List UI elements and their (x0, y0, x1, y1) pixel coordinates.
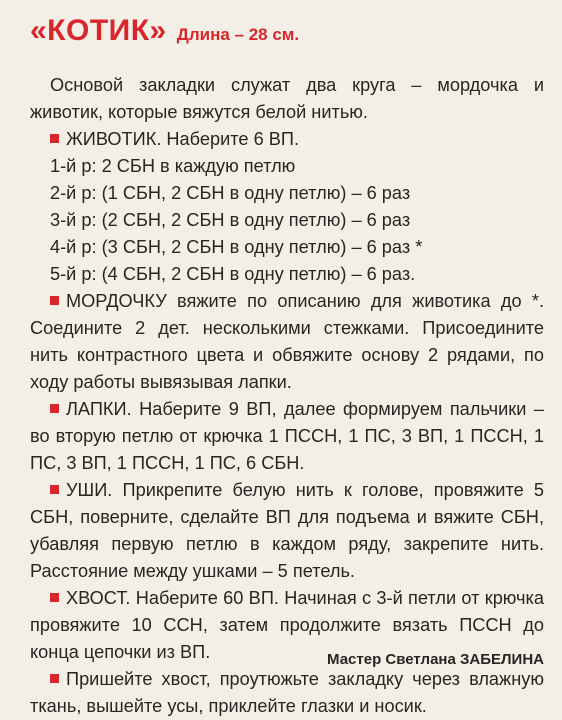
belly-heading-text: ЖИВОТИК. Наберите 6 ВП. (66, 129, 299, 149)
belly-row-3: 3-й р: (2 СБН, 2 СБН в одну петлю) – 6 раз (50, 210, 411, 230)
intro-paragraph: Основой закладки служат два круга – мордочка и животик, которые вяжутся белой нитью. (30, 75, 544, 122)
face-text: МОРДОЧКУ вяжите по описанию для животика до *. Соедините 2 дет. несколькими стежками. Присоедините нить контрастного цвета и обвяжите основу 2 рядами, по ходу работы вывязывая лапки. (30, 291, 544, 392)
face-paragraph (30, 288, 544, 396)
paws-text: ЛАПКИ. Наберите 9 ВП, далее формируем пальчики – во вторую петлю от крючка 1 ПССН, 1 ПС, 3 ВП, 1 ПССН, 1 ПС, 3 ВП, 1 ПССН, 1 ПС, 6 СБН. (30, 399, 544, 473)
author-signature: Мастер Светлана ЗАБЕЛИНА (327, 651, 544, 668)
ears-paragraph (30, 477, 544, 585)
instructions (30, 72, 544, 720)
square-bullet-icon (50, 296, 59, 305)
tail-text: ХВОСТ. Наберите 60 ВП. Начиная с 3-й петли от крючка провяжите 10 ССН, затем продолжите вязать ПССН до конца цепочки из ВП. (30, 588, 544, 662)
square-bullet-icon (50, 674, 59, 683)
belly-row-4: 4-й р: (3 СБН, 2 СБН в одну петлю) – 6 раз * (50, 237, 423, 257)
finish-paragraph (30, 666, 544, 720)
belly-row-2: 2-й р: (1 СБН, 2 СБН в одну петлю) – 6 раз (50, 183, 411, 203)
belly-row-5: 5-й р: (4 СБН, 2 СБН в одну петлю) – 6 раз. (50, 264, 416, 284)
square-bullet-icon (50, 593, 59, 602)
page-title: «КОТИК» (30, 14, 167, 47)
paws-paragraph (30, 396, 544, 477)
length-subtitle: Длина – 28 см. (176, 25, 300, 44)
belly-row-1: 1-й р: 2 СБН в каждую петлю (50, 156, 296, 176)
header (30, 14, 544, 54)
belly-heading (30, 126, 544, 153)
square-bullet-icon (50, 134, 59, 143)
finish-text: Пришейте хвост, проутюжьте закладку через влажную ткань, вышейте усы, приклейте глазки и носик. (30, 669, 544, 716)
square-bullet-icon (50, 485, 59, 494)
square-bullet-icon (50, 404, 59, 413)
ears-text: УШИ. Прикрепите белую нить к голове, провяжите 5 СБН, поверните, сделайте ВП для подъема и вяжите СБН, убавляя первую петлю в каждом ряду, закрепите нить. Расстояние между ушками – 5 петель. (30, 480, 544, 581)
